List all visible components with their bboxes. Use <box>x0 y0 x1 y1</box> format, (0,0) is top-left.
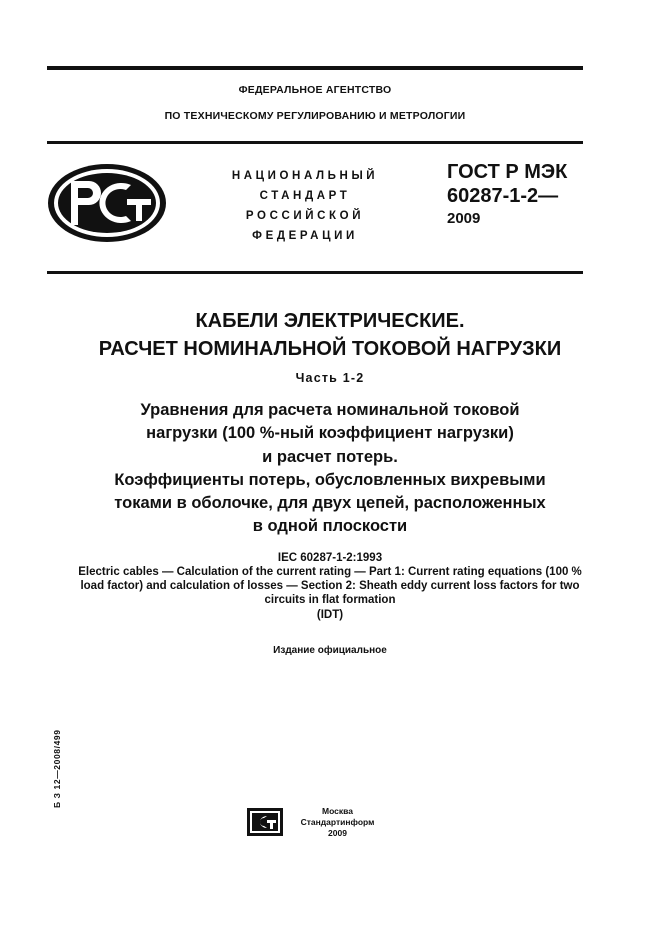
subtitle-line: Уравнения для расчета номинальной токовой <box>140 401 520 419</box>
iec-description <box>40 565 620 622</box>
iec-description-line: load factor) and calculation of losses — Section 2: Sheath eddy current loss factors for two <box>80 580 580 593</box>
title-line-1: КАБЕЛИ ЭЛЕКТРИЧЕСКИЕ. <box>195 310 465 332</box>
iec-description-line: Electric cables — Calculation of the current rating — Part 1: Current rating equations (100 % <box>78 566 582 578</box>
edition-label: Издание официальное <box>273 645 387 656</box>
iec-description-line: circuits in flat formation <box>264 594 396 607</box>
national-line-2: СТАНДАРТ <box>259 190 351 202</box>
subtitle-line: токами в оболочке, для двух цепей, расположенных <box>114 494 546 513</box>
publisher-year: 2009 <box>328 828 347 838</box>
middle-rule <box>47 141 583 144</box>
publisher-name: Стандартинформ <box>300 817 375 827</box>
subtitle-line: и расчет потерь. <box>262 447 398 466</box>
part-label: Часть 1-2 <box>295 371 365 385</box>
title-line-2: РАСЧЕТ НОМИНАЛЬНОЙ ТОКОВОЙ НАГРУЗКИ <box>98 338 562 360</box>
designation-line-2: 60287-1-2— <box>447 185 559 207</box>
standartinform-logo-icon <box>247 808 283 836</box>
subtitle-line: в одной плоскости <box>252 517 408 536</box>
top-rule <box>47 66 583 70</box>
standard-designation <box>447 160 567 230</box>
iec-description-line: (IDT) <box>316 608 344 621</box>
designation-year: 2009 <box>447 210 481 227</box>
agency-line-2: ПО ТЕХНИЧЕСКОМУ РЕГУЛИРОВАНИЮ И МЕТРОЛОГИИ <box>164 110 466 122</box>
national-line-1: НАЦИОНАЛЬНЫЙ <box>231 170 379 182</box>
designation-line-1: ГОСТ Р МЭК <box>447 161 568 183</box>
national-standard-block <box>210 166 400 246</box>
subtitle-line: нагрузки (100 %-ный коэффициент нагрузки) <box>146 424 514 443</box>
national-line-4: ФЕДЕРАЦИИ <box>252 230 358 242</box>
rst-certification-logo-icon <box>45 161 169 245</box>
national-line-3: РОССИЙСКОЙ <box>245 210 365 222</box>
subtitle <box>40 399 620 539</box>
subtitle-line: Коэффициенты потерь, обусловленных вихревыми <box>114 470 546 489</box>
publisher-city: Москва <box>322 806 353 816</box>
iec-code: IEC 60287-1-2:1993 <box>277 552 383 564</box>
side-code: Б З 12—2008/499 <box>52 729 62 808</box>
agency-line-1: ФЕДЕРАЛЬНОЕ АГЕНТСТВО <box>238 84 392 96</box>
lower-rule <box>47 271 583 274</box>
publisher-block <box>290 806 385 839</box>
